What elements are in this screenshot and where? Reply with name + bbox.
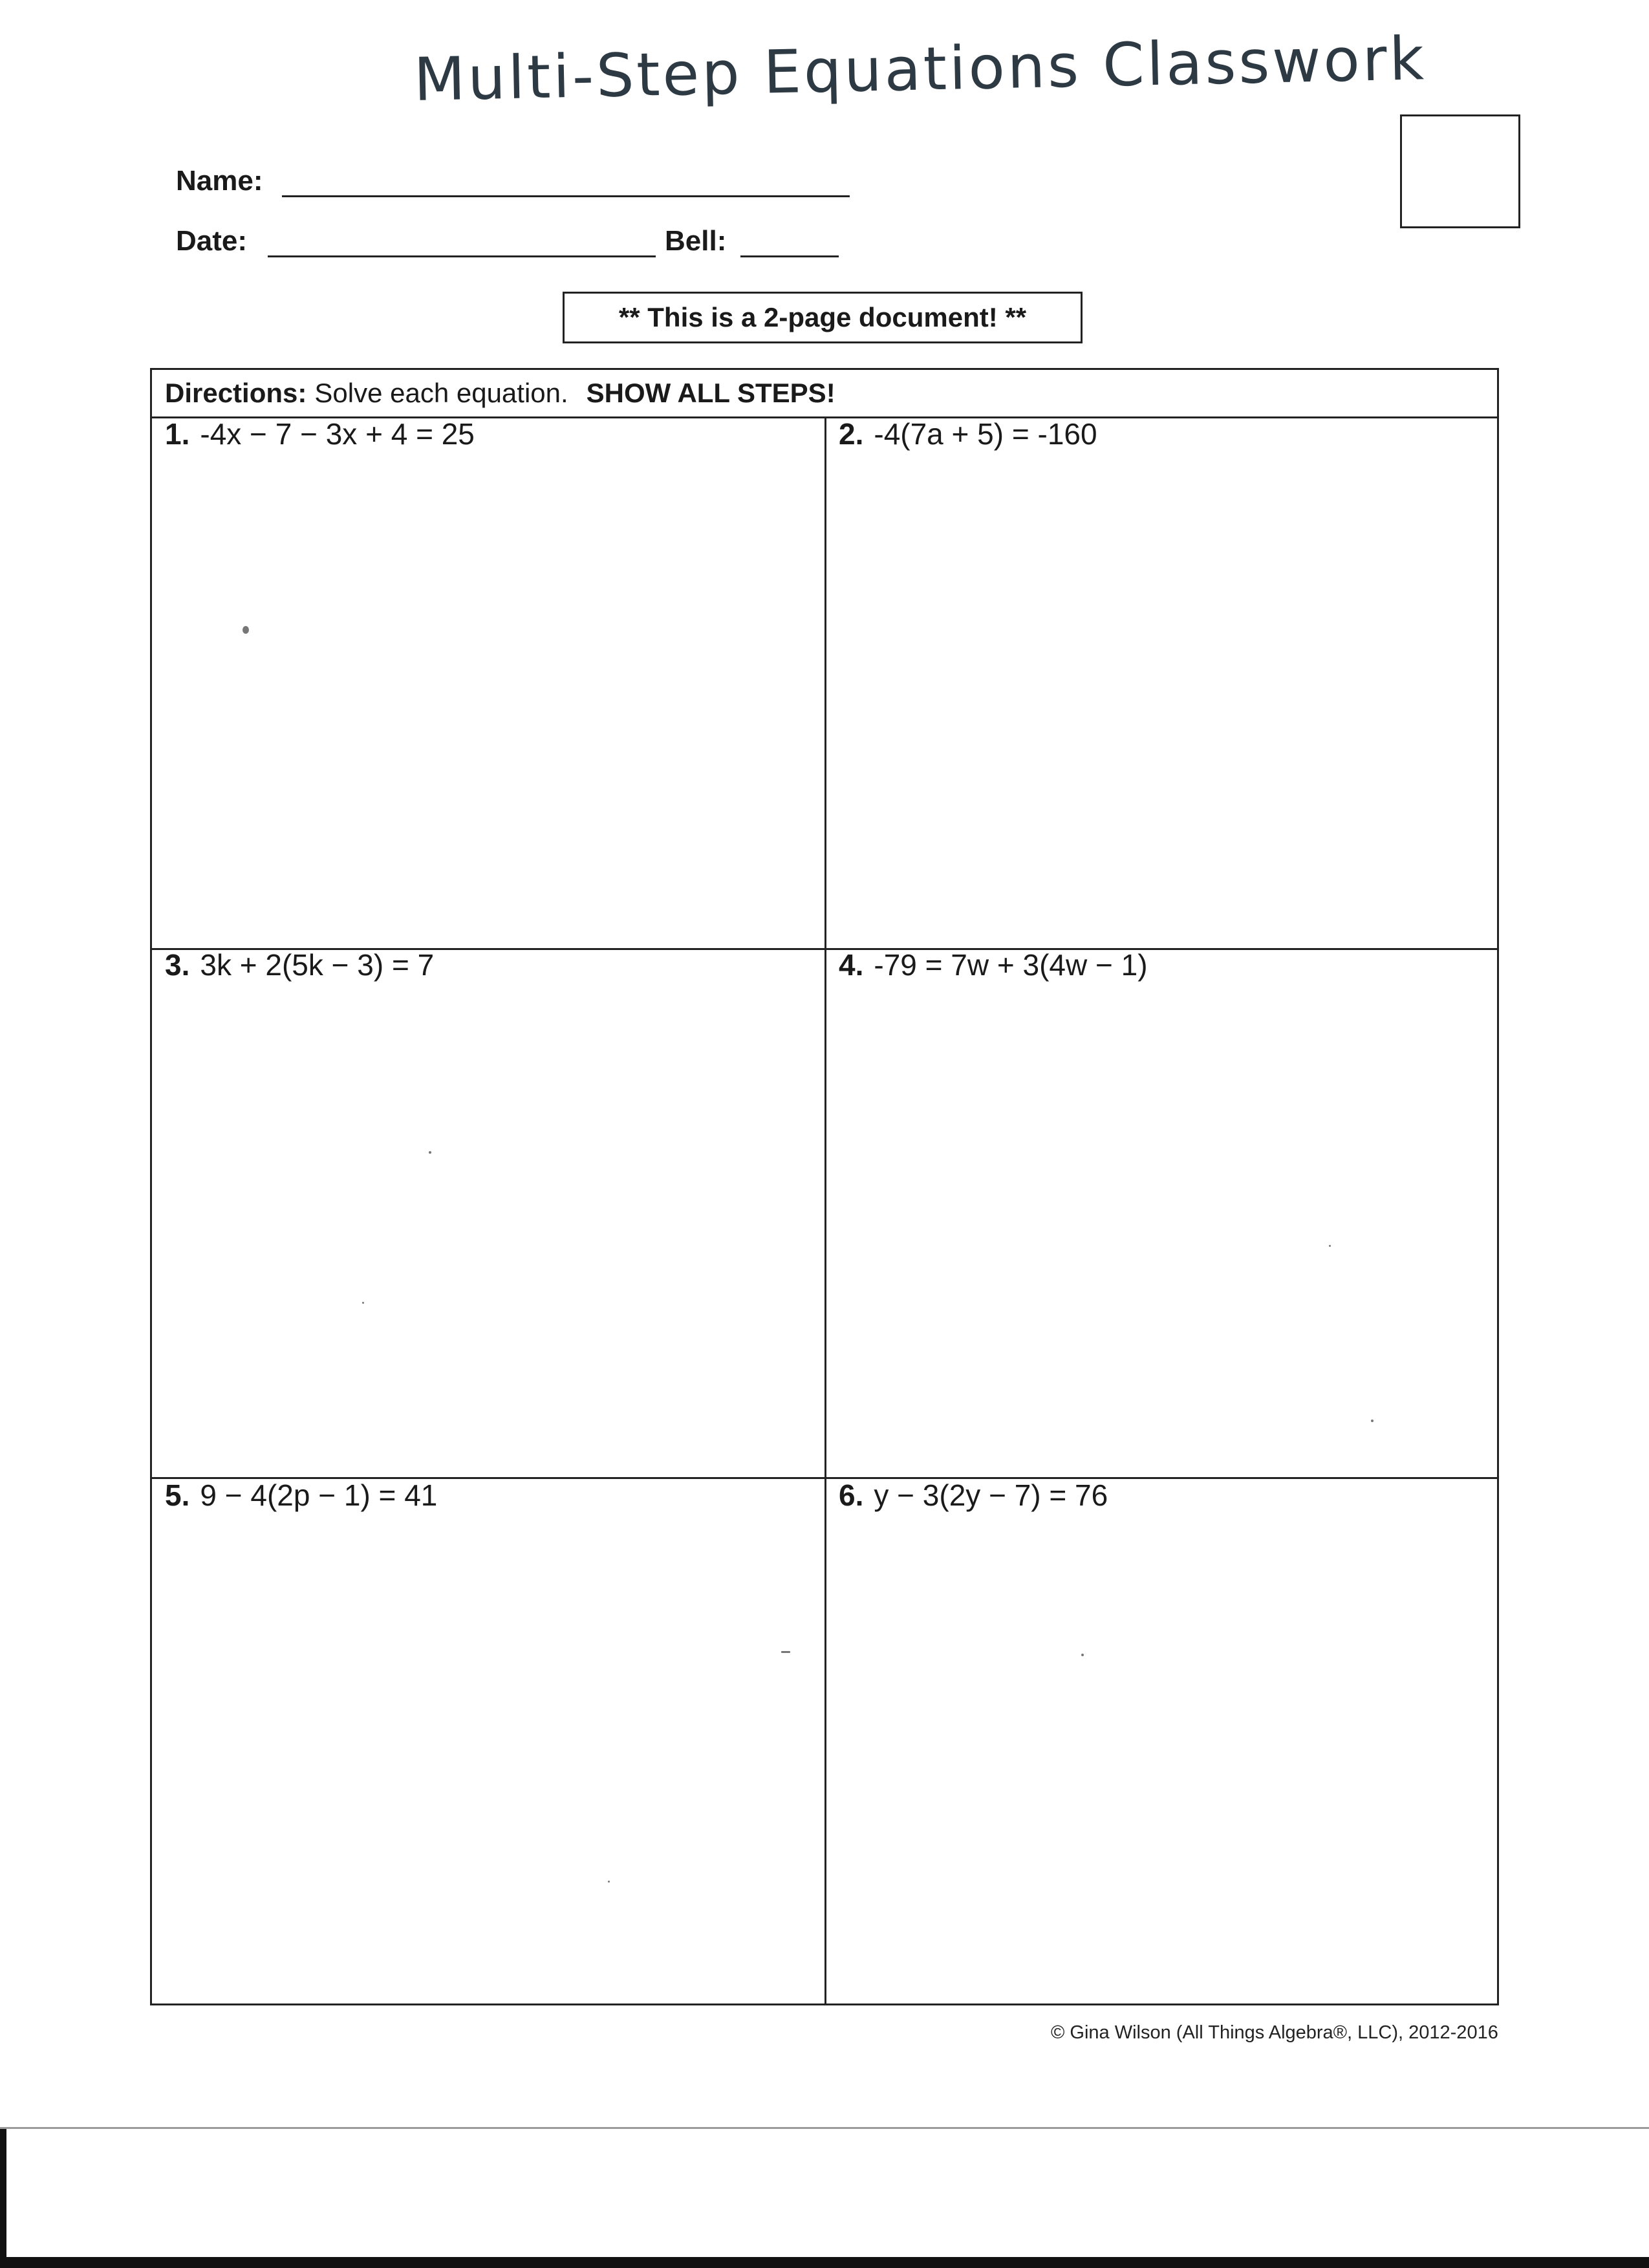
directions-emphasis: SHOW ALL STEPS!: [586, 378, 835, 408]
two-page-notice: ** This is a 2-page document! **: [563, 292, 1083, 343]
name-label: Name:: [176, 165, 263, 197]
grid-divider-vertical: [824, 418, 826, 2005]
scan-speck: [362, 1302, 364, 1304]
bell-field-line[interactable]: [740, 255, 839, 257]
scan-speck: [608, 1881, 610, 1883]
scan-speck: [242, 626, 249, 634]
worksheet-title: Multi-Step Equations Classwork: [413, 24, 1427, 114]
scan-speck: [1329, 1245, 1331, 1247]
scan-speck: [1081, 1654, 1084, 1656]
problem-6[interactable]: [839, 1478, 1108, 1513]
scan-speck: [429, 1151, 431, 1154]
directions-label: Directions:: [165, 378, 307, 408]
problem-3[interactable]: [165, 947, 434, 982]
problem-equation: -4(7a + 5) = -160: [874, 417, 1097, 451]
problem-equation: 9 − 4(2p − 1) = 41: [200, 1478, 438, 1512]
problem-number: 2.: [839, 417, 864, 451]
problem-number: 4.: [839, 948, 864, 982]
name-field-line[interactable]: [282, 195, 850, 197]
scan-speck: [1371, 1420, 1374, 1422]
problem-equation: y − 3(2y − 7) = 76: [874, 1478, 1108, 1512]
problem-number: 6.: [839, 1478, 864, 1512]
copyright-text: © Gina Wilson (All Things Algebra®, LLC), 2012-2016: [1051, 2022, 1498, 2043]
problem-4[interactable]: [839, 947, 1148, 982]
problem-number: 3.: [165, 948, 190, 982]
scan-speck: [781, 1651, 790, 1653]
scan-edge-left: [0, 2129, 6, 2268]
problem-equation: -4x − 7 − 3x + 4 = 25: [200, 417, 475, 451]
problems-grid: [150, 368, 1499, 2005]
directions-row: [152, 370, 1497, 418]
score-box: [1400, 114, 1520, 228]
problem-number: 1.: [165, 417, 190, 451]
problem-equation: -79 = 7w + 3(4w − 1): [874, 948, 1148, 982]
directions-text: Solve each equation.: [314, 378, 568, 408]
problem-5[interactable]: [165, 1478, 437, 1513]
problem-1[interactable]: [165, 416, 475, 451]
problem-number: 5.: [165, 1478, 190, 1512]
scan-margin: [0, 2129, 1649, 2268]
problem-2[interactable]: [839, 416, 1097, 451]
date-label: Date:: [176, 225, 248, 257]
bell-label: Bell:: [665, 225, 727, 257]
problem-equation: 3k + 2(5k − 3) = 7: [200, 948, 435, 982]
scan-edge-bottom: [0, 2257, 1649, 2268]
date-field-line[interactable]: [268, 255, 656, 257]
